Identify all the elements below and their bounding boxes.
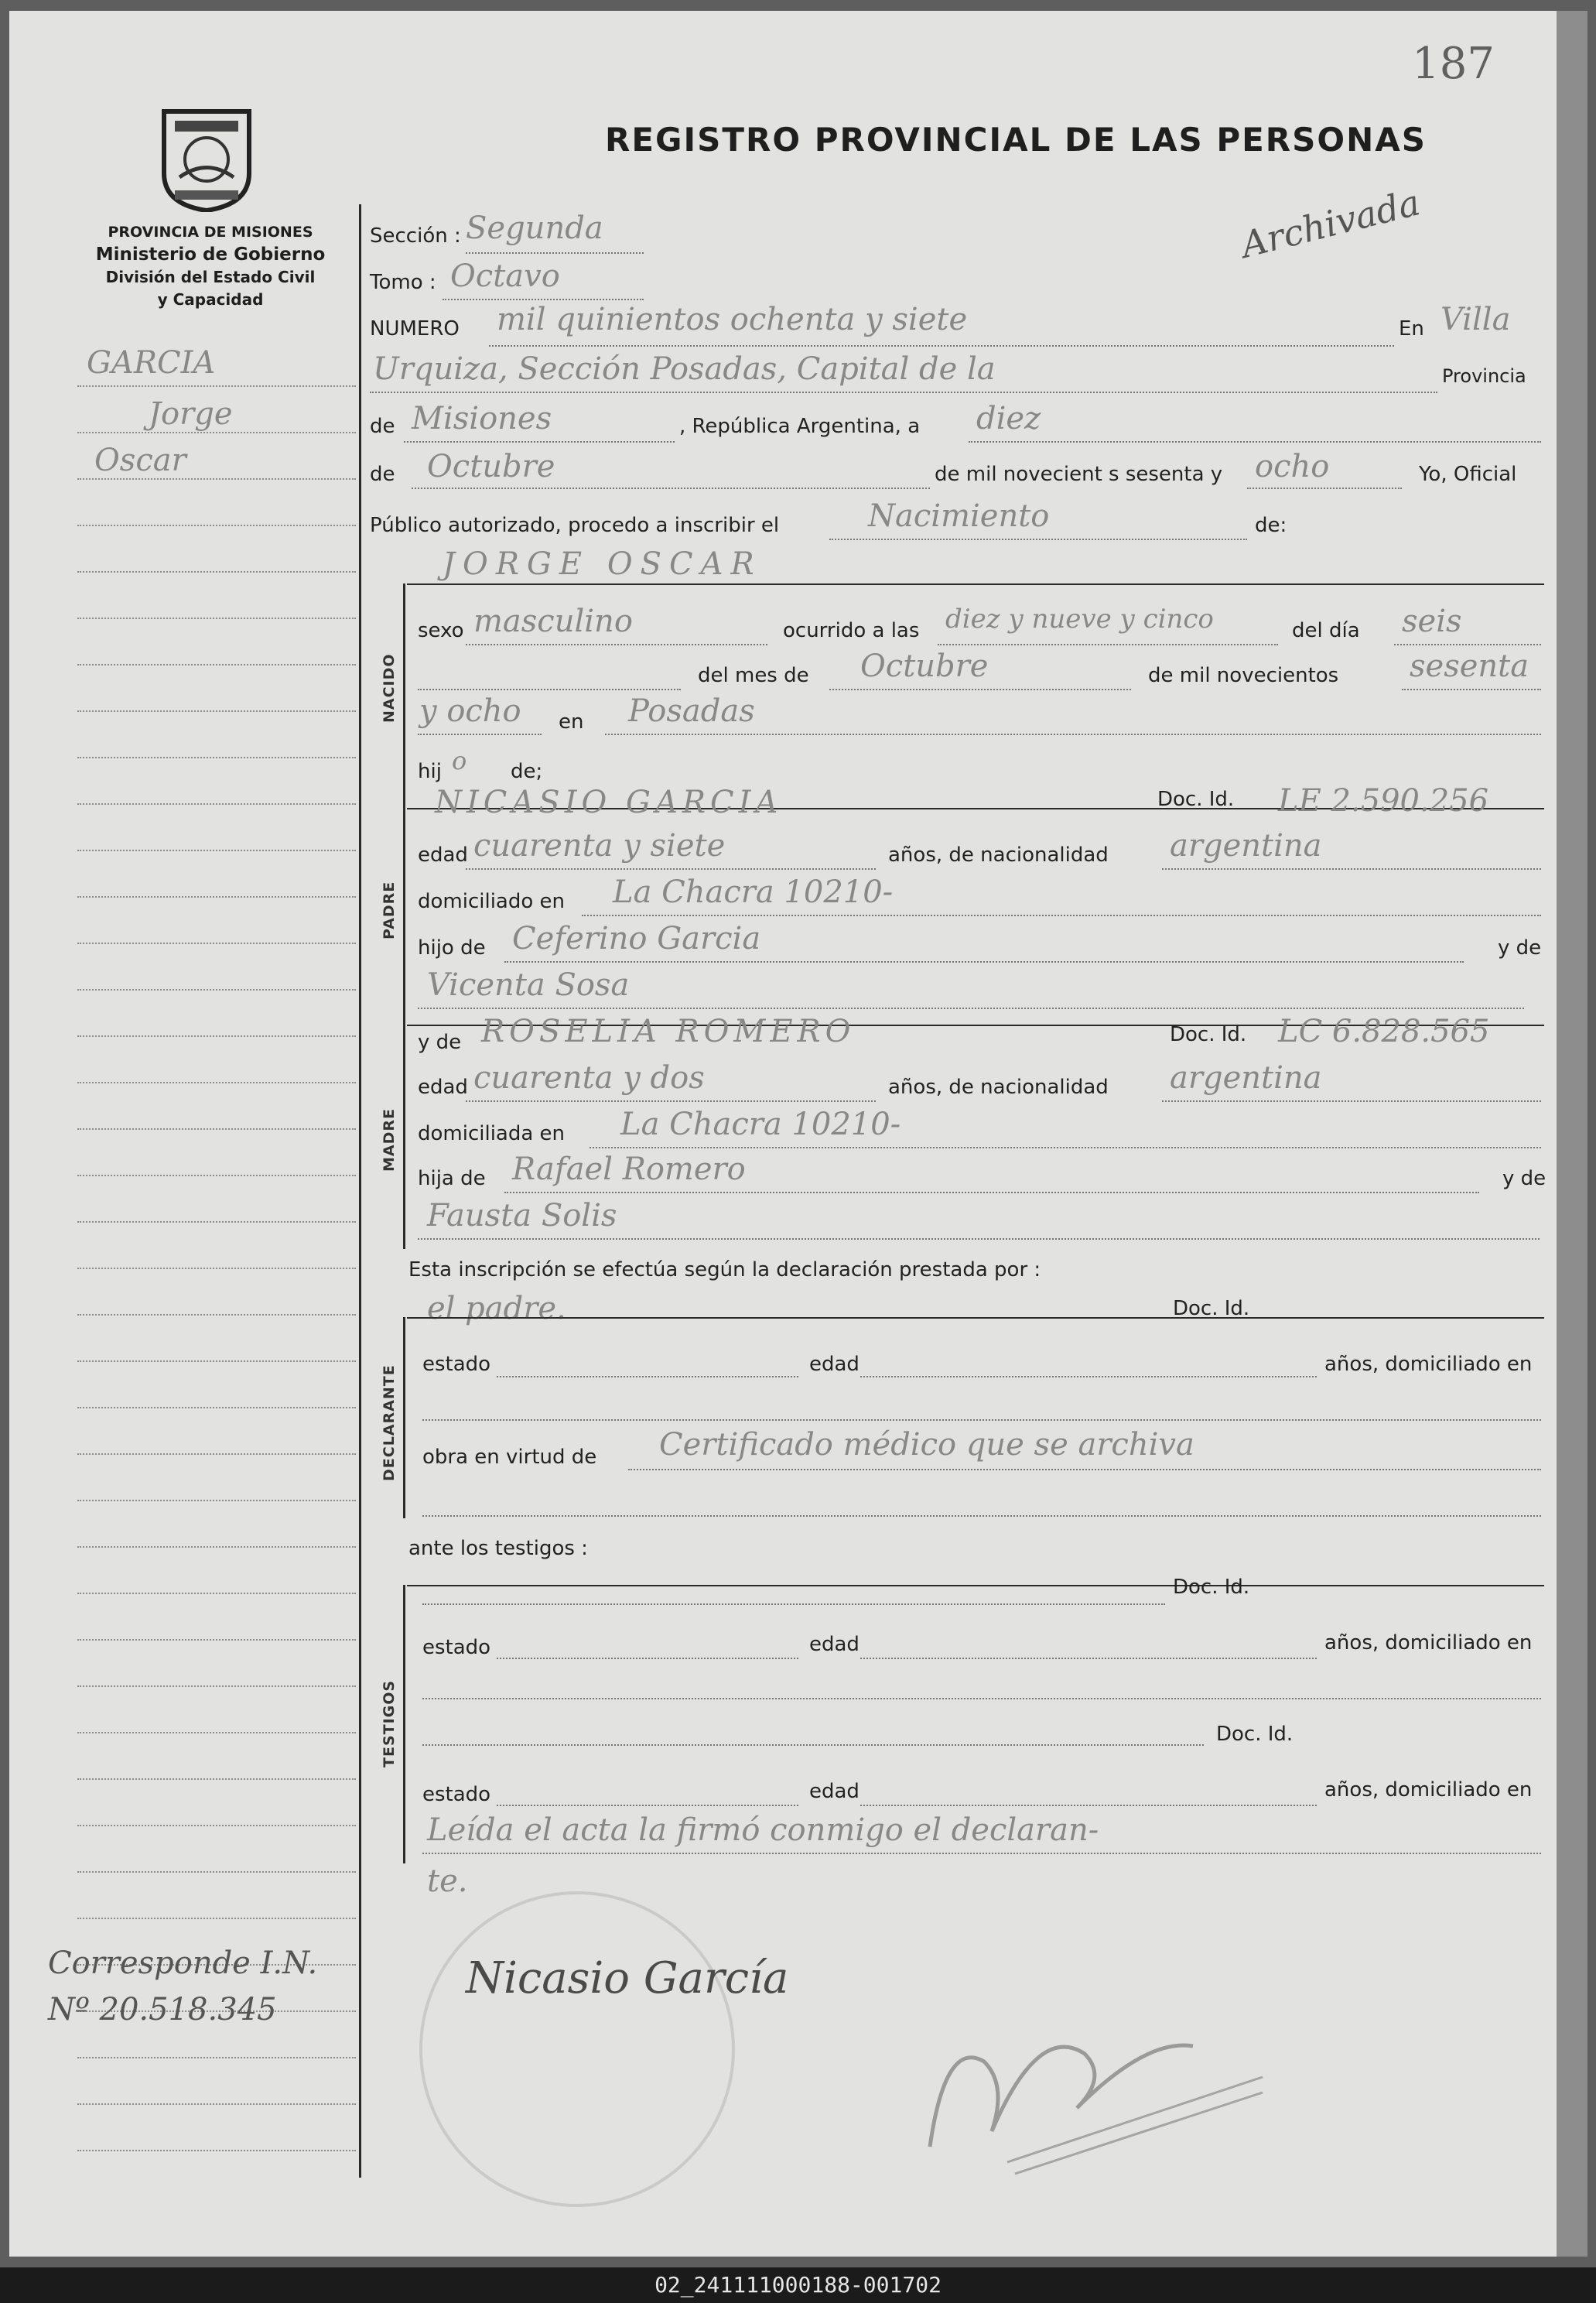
value-padre-padre: Ceferino Garcia [512, 921, 761, 956]
label-de-2: de [370, 463, 395, 486]
line-madre-padre [504, 1192, 1479, 1193]
line-madre-madre [418, 1238, 1540, 1240]
section-label-testigos: TESTIGOS [381, 1679, 398, 1767]
margin-ruled-line [77, 1778, 356, 1780]
label-y-de-2: y de [418, 1031, 462, 1054]
label-domiciliado: domiciliado en [418, 890, 566, 913]
value-madre-madre: Fausta Solis [427, 1198, 617, 1234]
value-padre-doc: LE 2.590.256 [1278, 783, 1489, 819]
margin-ruled-line [77, 896, 356, 898]
label-estado-3: estado [422, 1783, 491, 1806]
label-anos-dom-3: años, domiciliado en [1324, 1778, 1533, 1802]
line-testigo-2 [422, 1744, 1204, 1746]
margin-ruled-line [77, 943, 356, 944]
value-lugar: Urquiza, Sección Posadas, Capital de la [373, 351, 996, 387]
margin-ruled-line [77, 850, 356, 851]
label-estado-2: estado [422, 1636, 491, 1659]
section-bar-declarante [403, 1317, 405, 1518]
label-republica: , República Argentina, a [679, 415, 921, 438]
label-inscripcion: Esta inscripción se efectúa según la declaración prestada por : [408, 1258, 1041, 1282]
org-division-2: y Capacidad [157, 290, 264, 309]
document-page [9, 11, 1557, 2257]
section-bar-madre [403, 1025, 405, 1249]
margin-note-1: Corresponde I.N. [48, 1945, 318, 1981]
value-mes: Octubre [427, 449, 555, 484]
margin-ruled-line [77, 1453, 356, 1455]
line-obra [628, 1469, 1541, 1470]
value-nombre: JORGE OSCAR [443, 546, 762, 582]
margin-ruled-line [77, 1360, 356, 1362]
margin-ruled-line [77, 2150, 356, 2151]
line-sexo [466, 644, 767, 645]
line-hora [938, 644, 1278, 645]
label-en: En [1399, 317, 1424, 340]
margin-ruled-line [77, 1268, 356, 1269]
section-bar-padre [403, 808, 405, 1025]
label-edad-4: edad [809, 1633, 860, 1656]
org-ministry: Ministerio de Gobierno [95, 245, 326, 265]
margin-ruled-line [77, 1407, 356, 1408]
label-domiciliada: domiciliada en [418, 1122, 566, 1145]
value-lugar-nac: Posadas [628, 693, 755, 729]
label-anos-dom: años, domiciliado en [1324, 1353, 1533, 1376]
value-padre-madre: Vicenta Sosa [427, 967, 630, 1003]
line-blank-3 [422, 1515, 1541, 1517]
official-stamp [419, 1891, 735, 2207]
margin-ruled-line [77, 478, 356, 480]
line-padre-nac [1162, 868, 1541, 870]
margin-ruled-line [77, 1546, 356, 1548]
margin-ruled-line [77, 710, 356, 712]
label-estado: estado [422, 1353, 491, 1376]
label-numero: NUMERO [370, 317, 460, 340]
line-estado-2 [497, 1658, 798, 1659]
value-numero: mil quinientos ochenta y siete [497, 302, 968, 337]
value-padre: NICASIO GARCIA [435, 785, 783, 820]
line-provincia [404, 441, 675, 443]
label-mil-novecientos-2: de mil novecientos [1148, 664, 1339, 687]
value-declarante: el padre. [427, 1291, 566, 1326]
value-madre-dom: La Chacra 10210- [620, 1107, 901, 1142]
value-sexo: masculino [473, 604, 633, 639]
label-edad: edad [418, 844, 468, 867]
margin-ruled-line [77, 571, 356, 573]
line-anio-nac [1402, 689, 1541, 690]
section-label-padre: PADRE [381, 881, 398, 939]
margin-ruled-line [77, 618, 356, 619]
label-obra: obra en virtud de [422, 1446, 597, 1469]
line-blank-4 [422, 1698, 1541, 1699]
label-testigos: ante los testigos : [408, 1537, 588, 1560]
value-anio-nac-1: sesenta [1410, 648, 1529, 684]
line-madre-dom [590, 1147, 1541, 1148]
label-ocurrido: ocurrido a las [783, 619, 920, 642]
label-seccion: Sección : [370, 224, 461, 248]
margin-ruled-line [77, 989, 356, 991]
label-anos-nac: años, de nacionalidad [888, 844, 1109, 867]
label-doc-id-2: Doc. Id. [1170, 1023, 1247, 1046]
margin-ruled-line [77, 1639, 356, 1641]
value-leida-2: te. [427, 1863, 468, 1899]
archived-annotation: Archivada [1236, 181, 1424, 266]
label-tomo: Tomo : [370, 271, 436, 294]
value-en: Villa [1441, 302, 1511, 337]
margin-ruled-line [77, 1082, 356, 1083]
value-padre-nac: argentina [1170, 828, 1322, 864]
line-lugar [370, 392, 1437, 393]
line-mes [412, 488, 930, 489]
book-edge [1557, 11, 1587, 2257]
line-leida [422, 1853, 1541, 1854]
margin-ruled-line [77, 385, 356, 387]
value-tomo: Octavo [450, 258, 560, 294]
margin-ruled-line [77, 1871, 356, 1873]
rule-declarante [407, 1317, 1544, 1319]
value-leida: Leída el acta la firmó conmigo el declaran- [427, 1812, 1099, 1848]
line-madre-edad [466, 1100, 876, 1102]
value-madre-padre: Rafael Romero [512, 1152, 746, 1187]
label-y-de-3: y de [1502, 1167, 1546, 1190]
margin-ruled-line [77, 1314, 356, 1316]
line-numero [489, 345, 1394, 347]
section-label-declarante: DECLARANTE [381, 1364, 398, 1481]
line-padre-madre [418, 1008, 1524, 1009]
label-de: de [370, 415, 395, 438]
section-bar-testigos [403, 1585, 405, 1863]
section-bar-nacido [403, 583, 405, 808]
line-padre-padre [504, 961, 1464, 963]
value-hora: diez y nueve y cinco [945, 604, 1214, 635]
line-dia [969, 441, 1541, 443]
value-padre-edad: cuarenta y siete [473, 828, 726, 864]
line-lugar-nac [605, 734, 1541, 735]
margin-ruled-line [77, 2057, 356, 2058]
value-madre-nac: argentina [1170, 1060, 1322, 1096]
label-del-mes: del mes de [698, 664, 809, 687]
officer-signature-icon [899, 1992, 1270, 2178]
margin-name-2: Oscar [94, 443, 186, 478]
label-publico: Público autorizado, procedo a inscribir el [370, 514, 780, 537]
label-doc-id-3: Doc. Id. [1173, 1297, 1250, 1320]
label-de-3: de: [1255, 514, 1287, 537]
margin-ruled-line [77, 1500, 356, 1501]
label-mil-novecientos: de mil novecient s sesenta y [935, 463, 1223, 486]
margin-note-2: Nº 20.518.345 [48, 1992, 277, 2028]
label-doc-id: Doc. Id. [1157, 788, 1235, 811]
section-label-madre: MADRE [381, 1108, 398, 1172]
value-provincia: Misiones [412, 401, 552, 436]
label-hijo-de: hijo de [418, 936, 486, 960]
margin-ruled-line [77, 1128, 356, 1130]
margin-ruled-line [77, 1918, 356, 1919]
label-edad-2: edad [418, 1076, 468, 1099]
declarant-signature: Nicasio García [466, 1953, 789, 2004]
image-caption: 02_241111000188-001702 [0, 2267, 1596, 2303]
line-tomo [443, 299, 644, 300]
margin-ruled-line [77, 2103, 356, 2105]
line-edad [860, 1376, 1317, 1377]
line-estado [497, 1376, 798, 1377]
line-blank-1 [418, 689, 681, 690]
margin-ruled-line [77, 757, 356, 758]
value-mes-nac: Octubre [860, 648, 989, 684]
line-padre-dom [582, 915, 1541, 916]
margin-ruled-line [77, 803, 356, 805]
value-seccion: Segunda [466, 210, 603, 246]
line-dia-nac [1394, 644, 1541, 645]
line-acto [829, 539, 1247, 540]
rule-testigos [407, 1585, 1544, 1586]
page-number: 187 [1412, 39, 1495, 89]
rule-nombre [407, 583, 1544, 585]
margin-divider [359, 204, 361, 2178]
line-edad-3 [860, 1805, 1317, 1806]
margin-ruled-line [77, 432, 356, 433]
issuing-office [56, 221, 365, 311]
label-de-4: de; [511, 760, 543, 783]
line-seccion [466, 252, 644, 254]
label-doc-id-4: Doc. Id. [1173, 1576, 1250, 1599]
value-anio-nac-2: y ocho [419, 693, 521, 729]
margin-ruled-line [77, 1221, 356, 1223]
label-edad-5: edad [809, 1780, 860, 1803]
org-division: División del Estado Civil [105, 268, 316, 286]
line-edad-2 [860, 1658, 1317, 1659]
margin-ruled-line [77, 664, 356, 666]
label-y-de: y de [1498, 936, 1542, 960]
value-madre-doc: LC 6.828.565 [1278, 1014, 1490, 1049]
line-testigo-1 [422, 1603, 1165, 1605]
margin-ruled-line [77, 1035, 356, 1037]
label-edad-3: edad [809, 1353, 860, 1376]
value-madre: ROSELIA ROMERO [481, 1014, 856, 1049]
province-seal-icon [156, 104, 257, 212]
label-hijo: hij [418, 760, 442, 783]
label-anos-dom-2: años, domiciliado en [1324, 1631, 1533, 1655]
value-obra: Certificado médico que se archiva [659, 1427, 1194, 1463]
line-anio-nac-2 [418, 734, 542, 735]
line-anio [1247, 488, 1402, 489]
value-madre-edad: cuarenta y dos [473, 1060, 705, 1096]
label-yo-oficial: Yo, Oficial [1419, 463, 1517, 486]
margin-ruled-line [77, 1685, 356, 1687]
label-doc-id-5: Doc. Id. [1216, 1723, 1294, 1746]
label-sexo: sexo [418, 619, 464, 642]
value-dia-nac: seis [1402, 604, 1462, 639]
margin-name-1: Jorge [149, 396, 233, 432]
label-del-dia: del día [1292, 619, 1360, 642]
margin-surname: GARCIA [87, 345, 216, 381]
margin-ruled-line [77, 525, 356, 526]
value-padre-dom: La Chacra 10210- [613, 874, 894, 910]
label-provincia: Provincia [1442, 365, 1526, 387]
value-dia: diez [976, 401, 1041, 436]
org-province: PROVINCIA DE MISIONES [108, 224, 313, 241]
line-madre-nac [1162, 1100, 1541, 1102]
value-anio: ocho [1255, 449, 1330, 484]
line-estado-3 [497, 1805, 798, 1806]
label-en-2: en [559, 710, 584, 734]
margin-ruled-line [77, 1732, 356, 1733]
line-mes-nac [829, 689, 1131, 690]
margin-ruled-line [77, 1593, 356, 1594]
line-blank-2 [422, 1419, 1541, 1421]
line-padre-edad [466, 868, 876, 870]
section-label-nacido: NACIDO [381, 653, 398, 723]
value-acto: Nacimiento [868, 498, 1050, 534]
label-hija-de: hija de [418, 1167, 486, 1190]
margin-ruled-line [77, 1825, 356, 1826]
label-anos-nac-2: años, de nacionalidad [888, 1076, 1109, 1099]
margin-ruled-line [77, 1175, 356, 1176]
document-title: REGISTRO PROVINCIAL DE LAS PERSONAS [605, 121, 1427, 159]
value-hijo-suffix: o [452, 746, 467, 775]
